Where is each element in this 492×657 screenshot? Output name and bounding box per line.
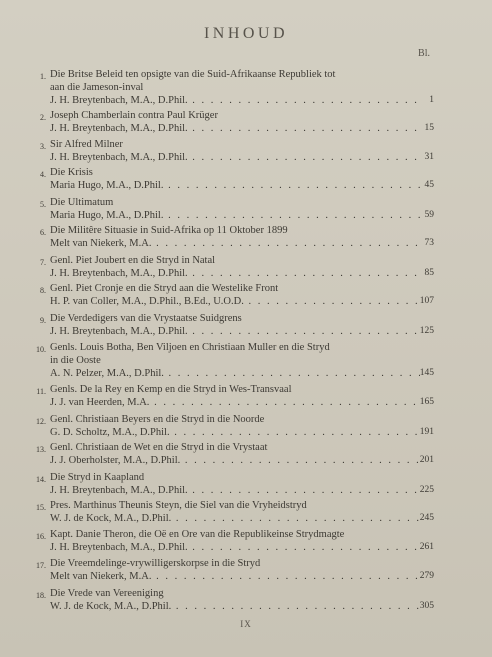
- entry-number: 16.: [36, 532, 46, 541]
- entry-page-number: 305: [419, 601, 434, 611]
- entry-page-number: 191: [419, 427, 434, 437]
- entry-page-number: 145: [419, 368, 434, 378]
- entry-number: 14.: [36, 475, 46, 484]
- entry-author: A. N. Pelzer, M.A., D.Phil. . . .: [50, 367, 420, 380]
- entry-author: J. H. Breytenbach, M.A., D.Phil. . . .: [50, 122, 420, 135]
- entry-author: Melt van Niekerk, M.A. . . .: [50, 237, 420, 250]
- entry-page-number: 201: [419, 455, 434, 465]
- entry-author: W. J. de Kock, M.A., D.Phil. . . .: [50, 600, 420, 613]
- entry-number: 17.: [36, 561, 46, 570]
- entry-page-number: 59: [424, 210, 434, 220]
- entry-author: Melt van Niekerk, M.A. . . .: [50, 570, 420, 583]
- entry-title-line: Pres. Marthinus Theunis Steyn, die Siel van die Vryheidstryd: [50, 500, 307, 511]
- entry-number: 4.: [40, 170, 46, 179]
- entry-author: H. P. van Coller, M.A., D.Phil., B.Ed., U.O.D. . . .: [50, 295, 420, 308]
- entry-title-line: Die Verdedigers van die Vrystaatse Suidgrens: [50, 313, 242, 324]
- entry-title-line: in die Ooste: [50, 355, 101, 366]
- entry-number: 11.: [36, 387, 46, 396]
- entry-author: J. J. Oberholster, M.A., D.Phil. . . .: [50, 454, 420, 467]
- entry-number: 5.: [40, 200, 46, 209]
- entry-page-number: 73: [424, 238, 434, 248]
- entry-page-number: 165: [419, 397, 434, 407]
- entry-author: J. H. Breytenbach, M.A., D.Phil. . . .: [50, 94, 420, 107]
- entry-author: Maria Hugo, M.A., D.Phil. . . .: [50, 209, 420, 222]
- entry-author: J. H. Breytenbach, M.A., D.Phil. . . .: [50, 541, 420, 554]
- entry-title-line: Die Ultimatum: [50, 197, 114, 208]
- entry-title-line: Die Stryd in Kaapland: [50, 472, 145, 483]
- entry-number: 1.: [40, 72, 46, 81]
- entry-title-line: Die Vrede van Vereeniging: [50, 588, 164, 599]
- entry-title-line: Genl. Christiaan de Wet en die Stryd in die Vrystaat: [50, 442, 268, 453]
- entry-author: J. H. Breytenbach, M.A., D.Phil. . . .: [50, 267, 420, 280]
- entry-title-line: Die Britse Beleid ten opsigte van die Suid-Afrikaanse Republiek tot: [50, 69, 336, 80]
- entry-title-line: Joseph Chamberlain contra Paul Krüger: [50, 110, 218, 121]
- entry-page-number: 15: [424, 123, 434, 133]
- entry-page-number: 225: [419, 485, 434, 495]
- entry-author: G. D. Scholtz, M.A., D.Phil. . . .: [50, 426, 420, 439]
- entry-number: 7.: [40, 258, 46, 267]
- entry-title-line: Kapt. Danie Theron, die Oë en Ore van die Republikeinse Strydmagte: [50, 529, 345, 540]
- entry-author: W. J. de Kock, M.A., D.Phil. . . .: [50, 512, 420, 525]
- entry-number: 12.: [36, 417, 46, 426]
- entry-title-line: Sir Alfred Milner: [50, 139, 123, 150]
- entry-page-number: 107: [419, 296, 434, 306]
- page-column-label: Bl.: [418, 48, 430, 59]
- entry-number: 13.: [36, 445, 46, 454]
- entry-author: Maria Hugo, M.A., D.Phil. . . .: [50, 179, 420, 192]
- entry-title-line: Die Militêre Situasie in Suid-Afrika op 11 Oktober 1899: [50, 225, 288, 236]
- entry-title-line: Die Vreemdelinge-vrywilligerskorpse in die Stryd: [50, 558, 261, 569]
- entry-number: 9.: [40, 316, 46, 325]
- entry-number: 6.: [40, 228, 46, 237]
- entry-number: 15.: [36, 503, 46, 512]
- entry-author: J. H. Breytenbach, M.A., D.Phil. . . .: [50, 484, 420, 497]
- entry-number: 8.: [40, 286, 46, 295]
- entry-number: 2.: [40, 113, 46, 122]
- entry-page-number: 125: [419, 326, 434, 336]
- entry-page-number: 279: [419, 571, 434, 581]
- entry-title-line: Genls. Louis Botha, Ben Viljoen en Christiaan Muller en die Stryd: [50, 342, 330, 353]
- entry-number: 10.: [36, 345, 46, 354]
- entry-number: 3.: [40, 142, 46, 151]
- entry-title-line: Genl. Piet Cronje en die Stryd aan die Westelike Front: [50, 283, 279, 294]
- entry-page-number: 261: [419, 542, 434, 552]
- entry-title-line: Genls. De la Rey en Kemp en die Stryd in Wes-Transvaal: [50, 384, 292, 395]
- entry-page-number: 245: [419, 513, 434, 523]
- entry-title-line: Genl. Christiaan Beyers en die Stryd in die Noorde: [50, 414, 265, 425]
- entry-page-number: 45: [424, 180, 434, 190]
- page-footer-number: IX: [240, 619, 252, 629]
- entry-author: J. H. Breytenbach, M.A., D.Phil. . . .: [50, 325, 420, 338]
- entry-title-line: Genl. Piet Joubert en die Stryd in Natal: [50, 255, 216, 266]
- entry-title-line: Die Krisis: [50, 167, 93, 178]
- entry-page-number: 1: [429, 95, 434, 105]
- entry-number: 18.: [36, 591, 46, 600]
- page-title: INHOUD: [203, 25, 289, 42]
- entry-title-line: aan die Jameson-inval: [50, 82, 144, 93]
- entry-page-number: 85: [424, 268, 434, 278]
- entry-author: J. H. Breytenbach, M.A., D.Phil. . . .: [50, 151, 420, 164]
- entry-author: J. J. van Heerden, M.A. . . .: [50, 396, 420, 409]
- entry-page-number: 31: [424, 152, 434, 162]
